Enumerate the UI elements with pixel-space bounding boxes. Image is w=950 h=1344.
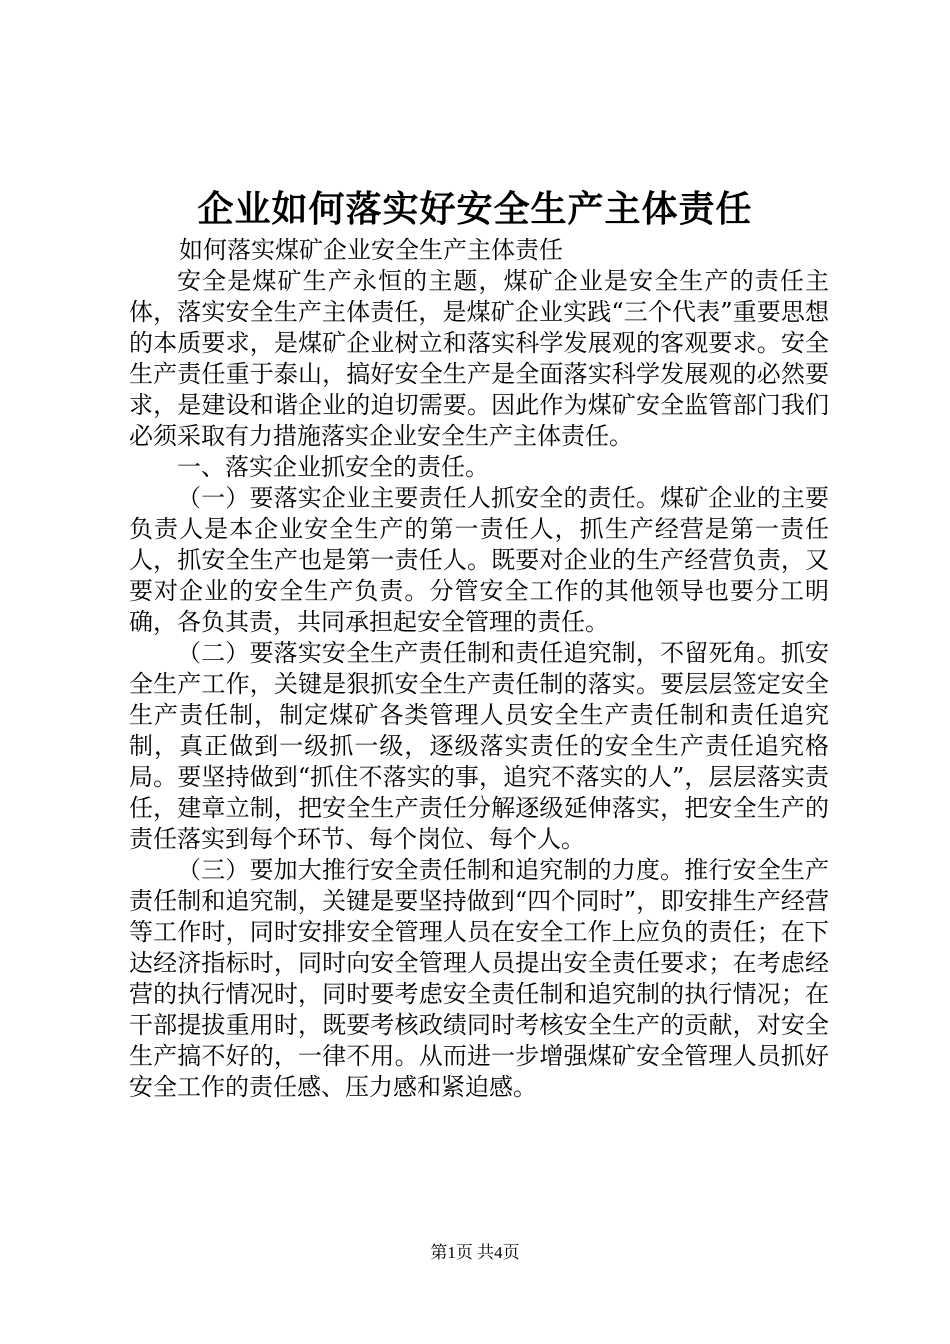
body-paragraph: （一）要落实企业主要责任人抓安全的责任。煤矿企业的主要负责人是本企业安全生产的第一责任人，抓生产经营是第一责任人，抓安全生产也是第一责任人。既要对企业的生产经营负责，又要对企业的安全生产负责。分管安全工作的其他领导也要分工明确，各负其责，共同承担起安全管理的责任。 — [129, 484, 829, 636]
document-title: 企业如何落实好安全生产主体责任 — [197, 188, 753, 230]
document-body — [129, 235, 829, 1103]
page-footer: 第1页 共4页 — [430, 1243, 520, 1262]
subtitle-paragraph: 如何落实煤矿企业安全生产主体责任 — [179, 236, 563, 264]
body-paragraph: （二）要落实安全生产责任制和责任追究制，不留死角。抓安全生产工作，关键是狠抓安全生产责任制的落实。要层层签定安全生产责任制，制定煤矿各类管理人员安全生产责任制和责任追究制，真正做到一级抓一级，逐级落实责任的安全生产责任追究格局。要坚持做到“抓住不落实的事，追究不落实的人”，层层落实责任，建章立制，把安全生产责任分解逐级延伸落实，把安全生产的责任落实到每个环节、每个岗位、每个人。 — [129, 639, 829, 853]
body-paragraph: 安全是煤矿生产永恒的主题，煤矿企业是安全生产的责任主体，落实安全生产主体责任，是煤矿企业实践“三个代表”重要思想的本质要求，是煤矿企业树立和落实科学发展观的客观要求。安全生产责任重于泰山，搞好安全生产是全面落实科学发展观的必然要求，是建设和谐企业的迫切需要。因此作为煤矿安全监管部门我们必须采取有力措施落实企业安全生产主体责任。 — [129, 267, 829, 450]
body-paragraph: （三）要加大推行安全责任制和追究制的力度。推行安全生产责任制和追究制，关键是要坚持做到“四个同时”，即安排生产经营等工作时，同时安排安全管理人员在安全工作上应负的责任；在下达经济指标时，同时向安全管理人员提出安全责任要求；在考虑经营的执行情况时，同时要考虑安全责任制和追究制的执行情况；在干部提拔重用时，既要考核政绩同时考核安全生产的贡献，对安全生产搞不好的，一律不用。从而进一步增强煤矿安全管理人员抓好安全工作的责任感、压力感和紧迫感。 — [129, 856, 829, 1101]
section-heading: 一、落实企业抓安全的责任。 — [177, 453, 489, 481]
